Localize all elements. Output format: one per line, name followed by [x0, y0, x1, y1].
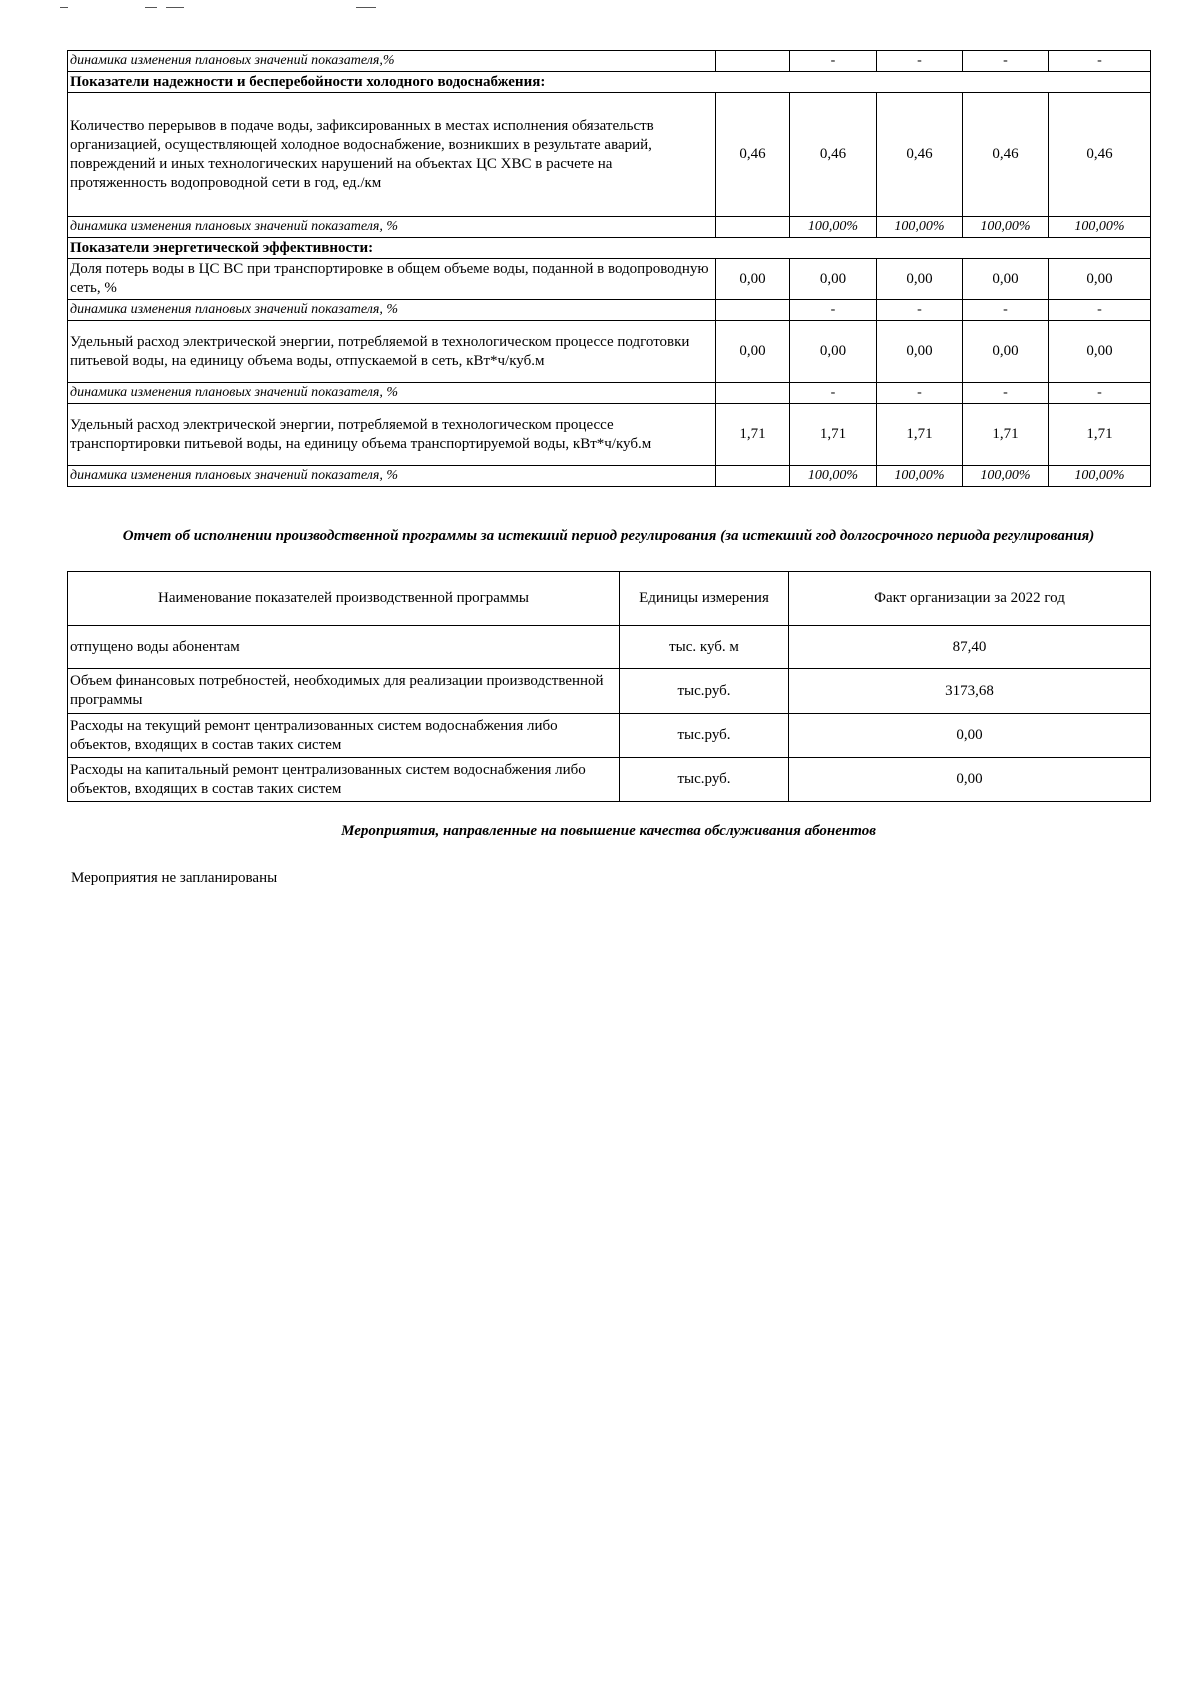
value-cell: 0,00: [877, 259, 963, 300]
value-cell: -: [877, 51, 963, 72]
report-row-unit: тыс.руб.: [620, 758, 789, 802]
indicator-row: [68, 93, 1151, 217]
value-cell: 0,00: [716, 321, 790, 383]
report-row-fact: 0,00: [789, 758, 1151, 802]
value-cell: [716, 300, 790, 321]
report-row-fact: 87,40: [789, 626, 1151, 669]
section-heading-row: [68, 72, 1151, 93]
value-cell: -: [790, 300, 877, 321]
row-label: динамика изменения плановых значений показателя, %: [68, 217, 716, 238]
scan-mark: [60, 7, 68, 8]
value-cell: 0,46: [877, 93, 963, 217]
value-cell: [716, 466, 790, 487]
value-cell: [716, 383, 790, 404]
value-cell: 0,00: [963, 321, 1049, 383]
row-label: динамика изменения плановых значений показателя, %: [68, 300, 716, 321]
value-cell: -: [963, 383, 1049, 404]
report-header-row: [68, 572, 1151, 626]
report-row-unit: тыс.руб.: [620, 714, 789, 758]
value-cell: -: [790, 51, 877, 72]
value-cell: 0,00: [716, 259, 790, 300]
report-row-name: Расходы на текущий ремонт централизованных систем водоснабжения либо объектов, входящих в состав таких систем: [68, 714, 620, 758]
value-cell: 100,00%: [1049, 466, 1151, 487]
value-cell: 0,00: [790, 259, 877, 300]
value-cell: 0,00: [877, 321, 963, 383]
value-cell: 0,46: [963, 93, 1049, 217]
value-cell: -: [790, 383, 877, 404]
value-cell: 0,00: [1049, 259, 1151, 300]
value-cell: 100,00%: [877, 217, 963, 238]
value-cell: -: [1049, 383, 1151, 404]
row-label: Удельный расход электрической энергии, потребляемой в технологическом процессе подготовки питьевой воды, на единицу объема воды, отпускаемой в сеть, кВт*ч/куб.м: [68, 321, 716, 383]
value-cell: -: [963, 51, 1049, 72]
value-cell: 0,46: [716, 93, 790, 217]
indicator-row: [68, 404, 1151, 466]
value-cell: 0,46: [1049, 93, 1151, 217]
value-cell: 1,71: [1049, 404, 1151, 466]
report-row-name: отпущено воды абонентам: [68, 626, 620, 669]
report-row-name: Объем финансовых потребностей, необходимых для реализации производственной программы: [68, 669, 620, 714]
section-heading-row: [68, 238, 1151, 259]
report-table: [67, 571, 1151, 802]
row-label: Удельный расход электрической энергии, потребляемой в технологическом процессе транспортировки питьевой воды, на единицу объема транспортируемой воды, кВт*ч/куб.м: [68, 404, 716, 466]
value-cell: 1,71: [716, 404, 790, 466]
value-cell: -: [1049, 300, 1151, 321]
section-heading: Показатели энергетической эффективности:: [68, 238, 1151, 259]
value-cell: [716, 51, 790, 72]
scan-mark: [145, 7, 157, 8]
value-cell: 0,00: [790, 321, 877, 383]
value-cell: 100,00%: [1049, 217, 1151, 238]
row-label: Количество перерывов в подаче воды, зафиксированных в местах исполнения обязательств организацией, осуществляющей холодное водоснабжение, возникших в результате аварий, повреждений и иных технологических нарушений на объектах ЦС ХВС в расчете на протяженность водопроводной сети в год, ед./км: [68, 93, 716, 217]
value-cell: 0,46: [790, 93, 877, 217]
row-label: динамика изменения плановых значений показателя, %: [68, 466, 716, 487]
value-cell: 0,00: [963, 259, 1049, 300]
report-row-unit: тыс.руб.: [620, 669, 789, 714]
value-cell: 100,00%: [877, 466, 963, 487]
dynamics-row: [68, 51, 1151, 72]
header-unit: Единицы измерения: [620, 572, 789, 626]
report-row: [68, 669, 1151, 714]
row-label: динамика изменения плановых значений показателя, %: [68, 383, 716, 404]
value-cell: 1,71: [877, 404, 963, 466]
report-row-fact: 3173,68: [789, 669, 1151, 714]
report-title: Отчет об исполнении производственной программы за истекший период регулирования (за истекший год долгосрочного периода регулирования): [122, 528, 1095, 544]
value-cell: 100,00%: [790, 217, 877, 238]
indicators-table: [67, 50, 1151, 487]
report-row-unit: тыс. куб. м: [620, 626, 789, 669]
report-row: [68, 714, 1151, 758]
value-cell: 100,00%: [790, 466, 877, 487]
section-heading: Показатели надежности и бесперебойности холодного водоснабжения:: [68, 72, 1151, 93]
report-row: [68, 626, 1151, 669]
header-name: Наименование показателей производственной программы: [68, 572, 620, 626]
report-row: [68, 758, 1151, 802]
value-cell: 100,00%: [963, 217, 1049, 238]
value-cell: 100,00%: [963, 466, 1049, 487]
value-cell: 0,00: [1049, 321, 1151, 383]
indicator-row: [68, 321, 1151, 383]
value-cell: -: [1049, 51, 1151, 72]
measures-title: Мероприятия, направленные на повышение качества обслуживания абонентов: [341, 823, 876, 839]
header-fact: Факт организации за 2022 год: [789, 572, 1151, 626]
value-cell: 1,71: [790, 404, 877, 466]
measures-text: Мероприятия не запланированы: [71, 870, 278, 886]
dynamics-row: [68, 217, 1151, 238]
row-label: Доля потерь воды в ЦС ВС при транспортировке в общем объеме воды, поданной в водопроводную сеть, %: [68, 259, 716, 300]
indicator-row: [68, 259, 1151, 300]
report-row-fact: 0,00: [789, 714, 1151, 758]
dynamics-row: [68, 383, 1151, 404]
value-cell: -: [877, 383, 963, 404]
scan-mark: [356, 7, 376, 8]
report-row-name: Расходы на капитальный ремонт централизованных систем водоснабжения либо объектов, входящих в состав таких систем: [68, 758, 620, 802]
value-cell: [716, 217, 790, 238]
dynamics-row: [68, 300, 1151, 321]
row-label: динамика изменения плановых значений показателя,%: [68, 51, 716, 72]
value-cell: -: [963, 300, 1049, 321]
value-cell: 1,71: [963, 404, 1049, 466]
scan-mark: [166, 7, 184, 8]
value-cell: -: [877, 300, 963, 321]
dynamics-row: [68, 466, 1151, 487]
